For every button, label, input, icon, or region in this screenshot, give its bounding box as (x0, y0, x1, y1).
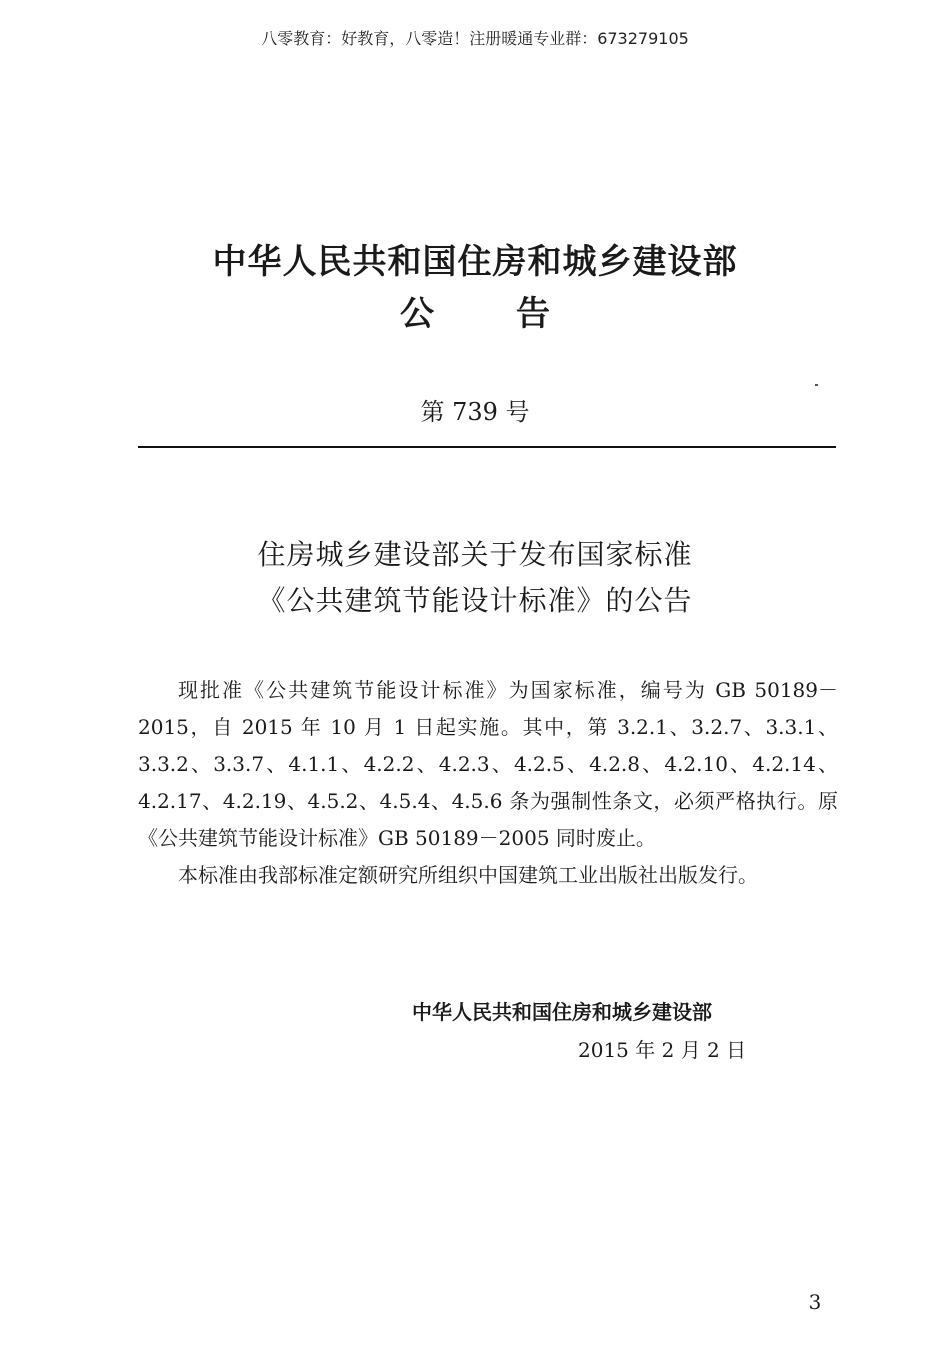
issue-date: 2015 年 2 月 2 日 (578, 1038, 747, 1062)
notice-heading (0, 286, 950, 335)
body-paragraph-2: 本标准由我部标准定额研究所组织中国建筑工业出版社出版发行。 (178, 863, 758, 887)
notice-title (0, 532, 950, 624)
scan-speck (815, 384, 818, 386)
notice-body (138, 672, 838, 894)
page-number: 3 (808, 1290, 822, 1314)
divider-rule (138, 446, 836, 448)
notice-number: 第 739 号 (420, 398, 530, 426)
notice-title-line1: 住房城乡建设部关于发布国家标准 (257, 538, 693, 571)
notice-heading-first: 公 (400, 294, 434, 334)
notice-title-line2: 《公共建筑节能设计标准》的公告 (257, 584, 693, 617)
ministry-title: 中华人民共和国住房和城乡建设部 (212, 242, 738, 282)
body-paragraph-1: 现批准《公共建筑节能设计标准》为国家标准，编号为 GB 50189－2015，自 2015 年 10 月 1 日起实施。其中，第 3.2.1、3.2.7、3.3.1、3.3.2、3.3.7、4.1.1、4.2.2、4.2.3、4.2.5、4.2.8、4.2.10、4.2.14、4.2.17、4.2.19、4.5.2、4.5.4、4.5.6 条为强制性条文，必须严格执行。原《公共建筑节能设计标准》GB 50189－2005 同时废止。 (138, 678, 838, 850)
signature: 中华人民共和国住房和城乡建设部 (412, 1000, 712, 1024)
header-note: 八零教育：好教育，八零造！注册暖通专业群：673279105 (261, 29, 689, 48)
notice-heading-second: 告 (516, 294, 550, 334)
